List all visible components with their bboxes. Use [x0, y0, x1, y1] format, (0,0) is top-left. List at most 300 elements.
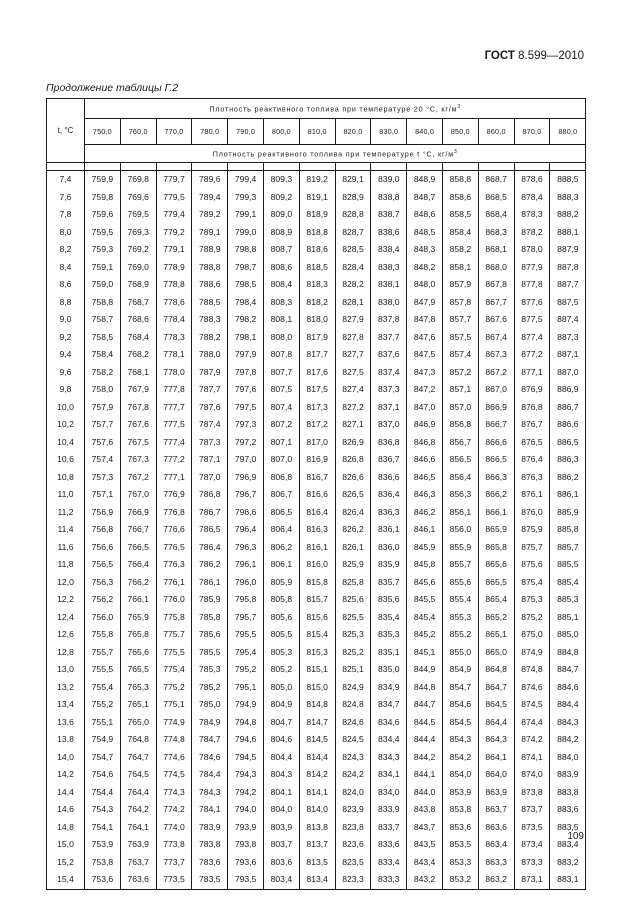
density-cell: 763,9 — [120, 836, 156, 854]
density-cell: 805,5 — [263, 626, 299, 644]
density-cell: 875,9 — [514, 521, 550, 539]
density-cell: 817,9 — [299, 329, 335, 347]
density-cell: 818,9 — [299, 206, 335, 224]
density-cell: 794,0 — [228, 801, 264, 819]
density-cell: 805,0 — [263, 679, 299, 697]
density-cell: 797,0 — [228, 451, 264, 469]
temperature-cell: 13,0 — [47, 661, 85, 679]
density-cell: 874,4 — [514, 714, 550, 732]
density-cell: 778,0 — [156, 364, 192, 382]
density-cell: 798,8 — [228, 241, 264, 259]
standard-code: ГОСТ — [484, 50, 515, 62]
density-cell: 833,6 — [371, 836, 407, 854]
density-cell: 857,5 — [442, 329, 478, 347]
density-cell: 847,2 — [407, 381, 443, 399]
density-cell: 875,7 — [514, 539, 550, 557]
density-cell: 868,4 — [478, 206, 514, 224]
density-cell: 764,4 — [120, 784, 156, 802]
density-cell: 757,6 — [85, 434, 121, 452]
density-cell: 757,3 — [85, 469, 121, 487]
density-cell: 816,6 — [299, 486, 335, 504]
temperature-cell: 10,4 — [47, 434, 85, 452]
density-cell: 853,5 — [442, 836, 478, 854]
density-cell: 756,9 — [85, 504, 121, 522]
density-cell: 784,6 — [192, 749, 228, 767]
density-cell: 769,0 — [120, 259, 156, 277]
density-cell: 835,4 — [371, 609, 407, 627]
density-cell: 806,8 — [263, 469, 299, 487]
temperature-cell: 10,2 — [47, 416, 85, 434]
density-cell: 776,5 — [156, 539, 192, 557]
density-cell: 827,2 — [335, 399, 371, 417]
density-20-column-header: 780,0 — [192, 119, 228, 145]
density-cell: 776,3 — [156, 556, 192, 574]
table-row — [47, 399, 586, 417]
density-cell: 875,6 — [514, 556, 550, 574]
density-cell: 767,9 — [120, 381, 156, 399]
density-cell: 787,6 — [192, 399, 228, 417]
temperature-cell: 12,4 — [47, 609, 85, 627]
density-cell: 798,7 — [228, 259, 264, 277]
density-cell: 754,4 — [85, 784, 121, 802]
density-cell: 877,2 — [514, 346, 550, 364]
density-cell: 758,5 — [85, 329, 121, 347]
density-cell: 776,8 — [156, 504, 192, 522]
table-row — [47, 731, 586, 749]
density-cell: 818,3 — [299, 276, 335, 294]
density-cell: 834,9 — [371, 679, 407, 697]
density-cell: 785,0 — [192, 696, 228, 714]
density-cell: 754,3 — [85, 801, 121, 819]
density-cell: 826,9 — [335, 434, 371, 452]
density-20-label: Плотность реактивного топлива при температуре 20 °С, кг/м — [209, 104, 458, 114]
density-cell: 845,2 — [407, 626, 443, 644]
density-cell: 883,5 — [550, 819, 586, 837]
density-cell: 767,8 — [120, 399, 156, 417]
density-cell: 877,1 — [514, 364, 550, 382]
density-cell: 786,7 — [192, 504, 228, 522]
density-20-column-header: 830,0 — [371, 119, 407, 145]
density-cell: 857,7 — [442, 311, 478, 329]
density-cell: 795,7 — [228, 609, 264, 627]
density-cell: 855,0 — [442, 644, 478, 662]
density-cell: 884,6 — [550, 679, 586, 697]
temperature-cell: 14,2 — [47, 766, 85, 784]
density-cell: 755,2 — [85, 696, 121, 714]
density-cell: 766,7 — [120, 521, 156, 539]
density-cell: 803,7 — [263, 836, 299, 854]
density-cell: 823,8 — [335, 819, 371, 837]
temperature-cell: 8,8 — [47, 294, 85, 312]
density-cell: 804,0 — [263, 801, 299, 819]
density-cell: 786,2 — [192, 556, 228, 574]
density-cell: 797,8 — [228, 364, 264, 382]
density-cell: 806,7 — [263, 486, 299, 504]
density-cell: 796,0 — [228, 574, 264, 592]
density-cell: 798,1 — [228, 329, 264, 347]
density-cell: 764,7 — [120, 749, 156, 767]
density-cell: 846,5 — [407, 469, 443, 487]
density-cell: 877,9 — [514, 259, 550, 277]
density-cell: 813,7 — [299, 836, 335, 854]
density-cell: 795,5 — [228, 626, 264, 644]
density-cell: 807,7 — [263, 364, 299, 382]
temperature-cell: 14,6 — [47, 801, 85, 819]
density-cell: 808,6 — [263, 259, 299, 277]
density-cell: 856,8 — [442, 416, 478, 434]
density-cell: 824,2 — [335, 766, 371, 784]
density-20-column-header: 820,0 — [335, 119, 371, 145]
density-cell: 854,9 — [442, 661, 478, 679]
density-cell: 774,0 — [156, 819, 192, 837]
density-cell: 774,8 — [156, 731, 192, 749]
density-cell: 868,0 — [478, 259, 514, 277]
density-cell: 874,9 — [514, 644, 550, 662]
density-cell: 784,3 — [192, 784, 228, 802]
density-cell: 805,3 — [263, 644, 299, 662]
density-cell: 798,2 — [228, 311, 264, 329]
density-cell: 844,1 — [407, 766, 443, 784]
density-cell: 867,0 — [478, 381, 514, 399]
density-cell: 826,5 — [335, 486, 371, 504]
density-cell: 878,4 — [514, 189, 550, 207]
spacer-cell — [47, 163, 85, 171]
temperature-cell: 10,0 — [47, 399, 85, 417]
density-cell: 828,2 — [335, 276, 371, 294]
density-cell: 888,3 — [550, 189, 586, 207]
density-cell: 823,9 — [335, 801, 371, 819]
density-cell: 884,4 — [550, 696, 586, 714]
density-cell: 776,6 — [156, 521, 192, 539]
density-cell: 824,3 — [335, 749, 371, 767]
density-cell: 754,7 — [85, 749, 121, 767]
density-cell: 874,2 — [514, 731, 550, 749]
density-cell: 836,7 — [371, 451, 407, 469]
temperature-cell: 10,6 — [47, 451, 85, 469]
density-cell: 766,5 — [120, 539, 156, 557]
density-cell: 885,8 — [550, 521, 586, 539]
density-cell: 834,3 — [371, 749, 407, 767]
density-cell: 887,9 — [550, 241, 586, 259]
density-cell: 774,5 — [156, 766, 192, 784]
density-cell: 816,0 — [299, 556, 335, 574]
density-cell: 867,7 — [478, 294, 514, 312]
density-cell: 755,4 — [85, 679, 121, 697]
density-20-column-header: 800,0 — [263, 119, 299, 145]
temperature-cell: 8,6 — [47, 276, 85, 294]
density-cell: 863,2 — [478, 871, 514, 889]
density-cell: 774,6 — [156, 749, 192, 767]
spacer-cell — [156, 163, 192, 171]
density-cell: 885,1 — [550, 609, 586, 627]
density-cell: 765,8 — [120, 626, 156, 644]
density-cell: 866,6 — [478, 434, 514, 452]
density-cell: 795,2 — [228, 661, 264, 679]
density-cell: 814,8 — [299, 696, 335, 714]
density-cell: 883,2 — [550, 854, 586, 872]
density-cell: 778,8 — [156, 276, 192, 294]
density-cell: 854,3 — [442, 731, 478, 749]
temperature-cell: 11,0 — [47, 486, 85, 504]
density-cell: 854,0 — [442, 766, 478, 784]
table-row — [47, 434, 586, 452]
density-cell: 888,5 — [550, 171, 586, 189]
spacer-cell — [85, 163, 121, 171]
density-cell: 777,4 — [156, 434, 192, 452]
table-caption: Продолжение таблицы Г.2 — [46, 82, 179, 94]
density-cell: 853,6 — [442, 819, 478, 837]
table-row — [47, 854, 586, 872]
density-20-column-header: 870,0 — [514, 119, 550, 145]
density-cell: 816,4 — [299, 504, 335, 522]
density-cell: 866,3 — [478, 469, 514, 487]
density-cell: 824,8 — [335, 696, 371, 714]
density-cell: 808,3 — [263, 294, 299, 312]
temperature-cell: 7,8 — [47, 206, 85, 224]
density-cell: 765,0 — [120, 714, 156, 732]
density-cell: 794,8 — [228, 714, 264, 732]
density-cell: 883,6 — [550, 801, 586, 819]
density-20-column-header: 790,0 — [228, 119, 264, 145]
density-cell: 848,9 — [407, 171, 443, 189]
table-row — [47, 469, 586, 487]
density-cell: 806,4 — [263, 521, 299, 539]
density-cell: 864,5 — [478, 696, 514, 714]
density-cell: 758,8 — [85, 294, 121, 312]
density-cell: 759,9 — [85, 171, 121, 189]
spacer-cell — [299, 163, 335, 171]
density-cell: 843,8 — [407, 801, 443, 819]
density-cell: 838,0 — [371, 294, 407, 312]
spacer-cell — [478, 163, 514, 171]
density-cell: 768,7 — [120, 294, 156, 312]
density-cell: 865,4 — [478, 591, 514, 609]
density-cell: 784,7 — [192, 731, 228, 749]
density-cell: 854,5 — [442, 714, 478, 732]
density-cell: 875,3 — [514, 591, 550, 609]
density-cell: 767,5 — [120, 434, 156, 452]
density-cell: 885,3 — [550, 591, 586, 609]
density-cell: 764,2 — [120, 801, 156, 819]
density-cell: 817,6 — [299, 364, 335, 382]
density-cell: 843,4 — [407, 854, 443, 872]
density-cell: 759,8 — [85, 189, 121, 207]
density-cell: 766,1 — [120, 591, 156, 609]
density-cell: 795,1 — [228, 679, 264, 697]
density-cell: 799,3 — [228, 189, 264, 207]
density-cell: 876,7 — [514, 416, 550, 434]
density-cell: 857,2 — [442, 364, 478, 382]
density-cell: 884,3 — [550, 714, 586, 732]
density-cell: 864,3 — [478, 731, 514, 749]
density-cell: 814,2 — [299, 766, 335, 784]
density-table — [46, 98, 586, 890]
density-cell: 755,7 — [85, 644, 121, 662]
table-row — [47, 504, 586, 522]
density-cell: 819,1 — [299, 189, 335, 207]
density-cell: 787,0 — [192, 469, 228, 487]
density-cell: 833,3 — [371, 871, 407, 889]
density-cell: 845,9 — [407, 539, 443, 557]
density-cell: 784,4 — [192, 766, 228, 784]
table-row — [47, 609, 586, 627]
density-cell: 878,6 — [514, 171, 550, 189]
density-20-column-header: 850,0 — [442, 119, 478, 145]
density-cell: 815,6 — [299, 609, 335, 627]
density-cell: 778,3 — [156, 329, 192, 347]
density-cell: 875,2 — [514, 609, 550, 627]
density-cell: 887,8 — [550, 259, 586, 277]
density-cell: 765,1 — [120, 696, 156, 714]
density-cell: 856,4 — [442, 469, 478, 487]
density-cell: 827,1 — [335, 416, 371, 434]
density-cell: 783,8 — [192, 836, 228, 854]
density-cell: 866,5 — [478, 451, 514, 469]
density-cell: 839,0 — [371, 171, 407, 189]
density-cell: 804,7 — [263, 714, 299, 732]
density-cell: 844,0 — [407, 784, 443, 802]
spacer-cell — [335, 163, 371, 171]
density-cell: 856,5 — [442, 451, 478, 469]
density-20-column-header: 810,0 — [299, 119, 335, 145]
density-cell: 785,9 — [192, 591, 228, 609]
density-cell: 867,8 — [478, 276, 514, 294]
density-cell: 886,5 — [550, 434, 586, 452]
temperature-cell: 9,8 — [47, 381, 85, 399]
density-cell: 846,6 — [407, 451, 443, 469]
density-cell: 884,0 — [550, 749, 586, 767]
table-row — [47, 766, 586, 784]
temperature-cell: 8,0 — [47, 224, 85, 242]
density-cell: 844,8 — [407, 679, 443, 697]
density-cell: 788,5 — [192, 294, 228, 312]
density-cell: 775,2 — [156, 679, 192, 697]
density-cell: 786,4 — [192, 539, 228, 557]
density-cell: 767,3 — [120, 451, 156, 469]
density-cell: 803,6 — [263, 854, 299, 872]
density-cell: 825,1 — [335, 661, 371, 679]
density-cell: 837,1 — [371, 399, 407, 417]
density-cell: 798,5 — [228, 276, 264, 294]
temperature-cell: 9,4 — [47, 346, 85, 364]
temperature-cell: 10,8 — [47, 469, 85, 487]
density-cell: 874,1 — [514, 749, 550, 767]
density-cell: 867,3 — [478, 346, 514, 364]
table-row — [47, 311, 586, 329]
density-t-group-header — [85, 145, 586, 163]
density-cell: 787,7 — [192, 381, 228, 399]
page-number: 109 — [567, 831, 584, 842]
density-cell: 837,7 — [371, 329, 407, 347]
density-cell: 865,5 — [478, 574, 514, 592]
density-cell: 779,4 — [156, 206, 192, 224]
density-cell: 838,8 — [371, 189, 407, 207]
density-cell: 855,7 — [442, 556, 478, 574]
density-20-column-header: 840,0 — [407, 119, 443, 145]
density-cell: 827,9 — [335, 311, 371, 329]
density-cell: 838,6 — [371, 224, 407, 242]
density-cell: 795,8 — [228, 591, 264, 609]
density-cell: 843,7 — [407, 819, 443, 837]
density-cell: 766,2 — [120, 574, 156, 592]
table-row — [47, 381, 586, 399]
density-cell: 836,4 — [371, 486, 407, 504]
density-cell: 875,4 — [514, 574, 550, 592]
density-cell: 758,7 — [85, 311, 121, 329]
density-cell: 868,3 — [478, 224, 514, 242]
temperature-cell: 8,4 — [47, 259, 85, 277]
table-row — [47, 801, 586, 819]
temperature-cell: 8,2 — [47, 241, 85, 259]
density-cell: 799,4 — [228, 171, 264, 189]
density-cell: 856,1 — [442, 504, 478, 522]
density-cell: 769,6 — [120, 189, 156, 207]
density-cell: 809,2 — [263, 189, 299, 207]
density-cell: 867,2 — [478, 364, 514, 382]
density-cell: 763,6 — [120, 871, 156, 889]
density-cell: 828,9 — [335, 189, 371, 207]
density-cell: 818,2 — [299, 294, 335, 312]
density-cell: 789,4 — [192, 189, 228, 207]
density-cell: 863,7 — [478, 801, 514, 819]
density-cell: 865,1 — [478, 626, 514, 644]
density-cell: 758,4 — [85, 346, 121, 364]
density-cell: 823,5 — [335, 854, 371, 872]
density-cell: 834,6 — [371, 714, 407, 732]
density-cell: 778,1 — [156, 346, 192, 364]
density-cell: 887,1 — [550, 346, 586, 364]
density-cell: 855,9 — [442, 539, 478, 557]
density-cell: 854,6 — [442, 696, 478, 714]
density-cell: 838,3 — [371, 259, 407, 277]
density-cell: 866,1 — [478, 504, 514, 522]
density-cell: 836,1 — [371, 521, 407, 539]
density-cell: 824,6 — [335, 714, 371, 732]
density-cell: 783,6 — [192, 854, 228, 872]
density-20-column-header: 860,0 — [478, 119, 514, 145]
density-cell: 825,3 — [335, 626, 371, 644]
density-cell: 818,6 — [299, 241, 335, 259]
density-cell: 798,4 — [228, 294, 264, 312]
density-cell: 816,1 — [299, 539, 335, 557]
density-cell: 805,8 — [263, 591, 299, 609]
density-cell: 826,2 — [335, 521, 371, 539]
density-cell: 755,5 — [85, 661, 121, 679]
density-cell: 857,1 — [442, 381, 478, 399]
density-cell: 784,9 — [192, 714, 228, 732]
density-cell: 866,7 — [478, 416, 514, 434]
density-cell: 834,7 — [371, 696, 407, 714]
density-cell: 806,5 — [263, 504, 299, 522]
density-cell: 873,5 — [514, 819, 550, 837]
density-cell: 857,8 — [442, 294, 478, 312]
density-cell: 793,5 — [228, 871, 264, 889]
table-row — [47, 819, 586, 837]
density-cell: 779,2 — [156, 224, 192, 242]
density-cell: 877,5 — [514, 311, 550, 329]
density-cell: 876,0 — [514, 504, 550, 522]
density-cell: 776,1 — [156, 574, 192, 592]
density-cell: 848,0 — [407, 276, 443, 294]
density-cell: 808,0 — [263, 329, 299, 347]
spacer-cell — [514, 163, 550, 171]
density-cell: 876,8 — [514, 399, 550, 417]
temperature-cell: 12,2 — [47, 591, 85, 609]
density-cell: 794,5 — [228, 749, 264, 767]
spacer-cell — [192, 163, 228, 171]
density-cell: 835,9 — [371, 556, 407, 574]
density-cell: 769,5 — [120, 206, 156, 224]
